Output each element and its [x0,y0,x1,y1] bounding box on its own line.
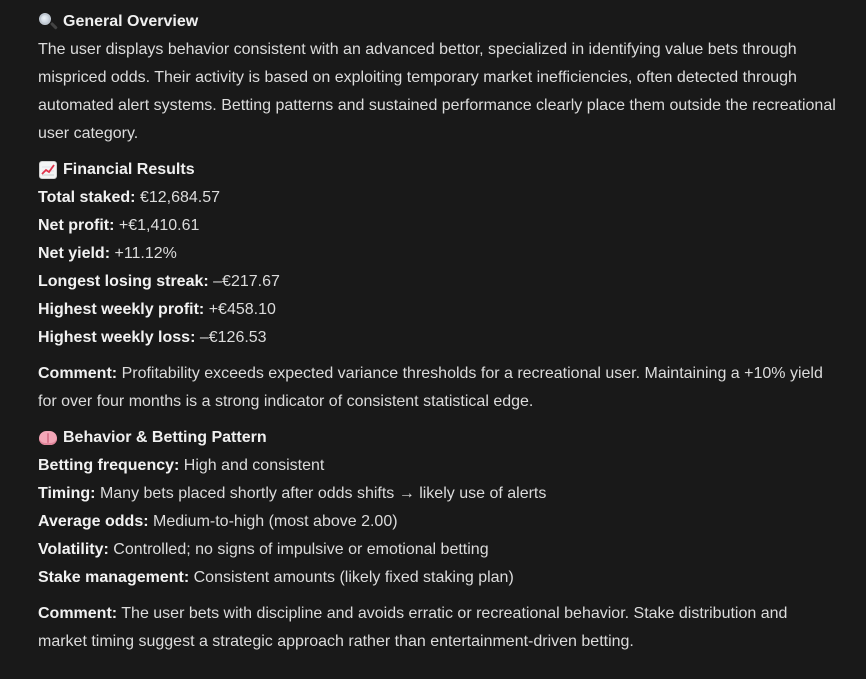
behavior-title: Behavior & Betting Pattern [63,429,267,446]
item-label: Stake management: [38,569,190,586]
item-label: Betting frequency: [38,457,180,474]
item-label: Highest weekly loss: [38,329,196,346]
item-label: Average odds: [38,513,149,530]
item-value: +€458.10 [208,301,276,318]
behavior-comment [38,600,838,656]
financial-item [38,184,838,212]
financial-comment [38,360,838,416]
chart-increasing-icon [38,160,58,180]
comment-label: Comment: [38,605,118,622]
financial-item [38,268,838,296]
overview-text: The user displays behavior consistent with an advanced bettor, specialized in identifying value bets through mispriced odds. Their activity is based on exploiting temporary market inefficiencies, often detected through automated alert systems. Betting patterns and sustained performance clearly place them outside the recreational user category. [38,41,836,142]
item-value: High and consistent [183,457,325,474]
item-value: Medium-to-high (most above 2.00) [153,513,398,530]
behavior-item [38,452,838,480]
item-label: Highest weekly profit: [38,301,205,318]
item-label: Longest losing streak: [38,273,209,290]
item-value: +€1,410.61 [118,217,200,234]
comment-label: Comment: [38,365,118,382]
behavior-item [38,564,838,592]
financial-heading [38,156,838,184]
financial-item [38,240,838,268]
comment-text: Profitability exceeds expected variance thresholds for a recreational user. Maintaining a +10% yield for over four months is a strong indicator of consistent statistical edge. [38,365,823,410]
behavior-heading [38,424,838,452]
item-value: –€126.53 [199,329,267,346]
item-value: €12,684.57 [139,189,221,206]
item-label: Total staked: [38,189,136,206]
comment-text: The user bets with discipline and avoids erratic or recreational behavior. Stake distribution and market timing suggest a strategic approach rather than entertainment-driven betting. [38,605,788,650]
item-value: –€217.67 [213,273,280,290]
financial-item [38,212,838,240]
item-value: Many bets placed shortly after odds shifts → likely use of alerts [99,485,547,502]
item-label: Timing: [38,485,96,502]
financial-item [38,296,838,324]
report-document [38,8,838,656]
overview-heading [38,8,838,36]
item-value: Controlled; no signs of impulsive or emotional betting [113,541,489,558]
item-label: Volatility: [38,541,109,558]
item-value: Consistent amounts (likely fixed staking plan) [193,569,514,586]
overview-title: General Overview [63,13,199,30]
behavior-item [38,536,838,564]
magnifying-glass-icon [38,12,58,32]
item-label: Net yield: [38,245,111,262]
item-label: Net profit: [38,217,115,234]
financial-item [38,324,838,352]
brain-icon [38,428,58,448]
behavior-item [38,480,838,508]
behavior-item [38,508,838,536]
item-value: +11.12% [114,245,177,262]
financial-title: Financial Results [63,161,195,178]
